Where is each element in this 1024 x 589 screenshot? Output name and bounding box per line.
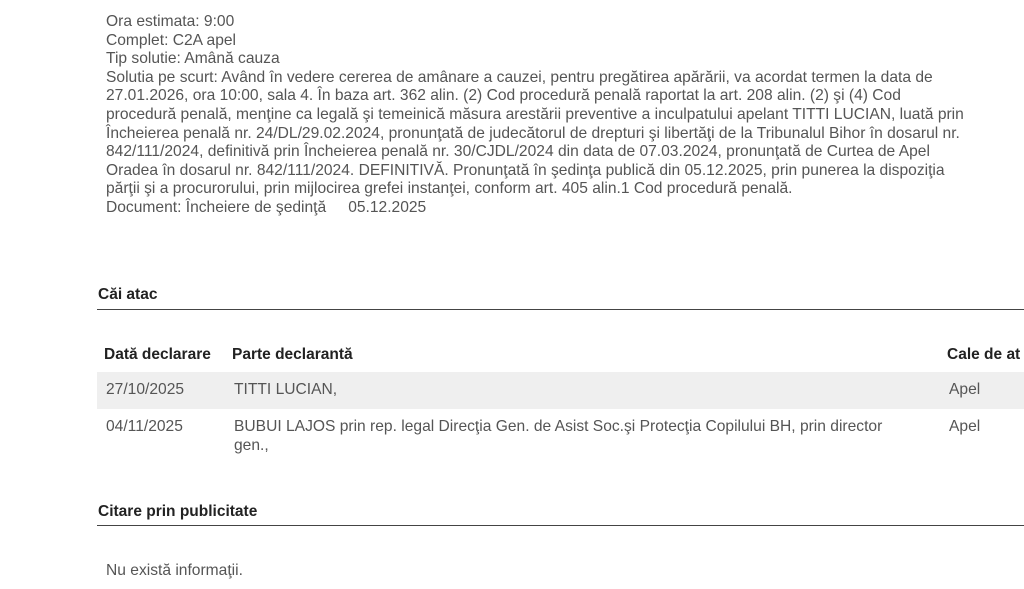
row-party: TITTI LUCIAN, — [234, 381, 338, 398]
header-appeal-path: Cale de at — [947, 346, 1021, 363]
section-divider — [97, 525, 1024, 526]
table-row — [97, 409, 1024, 463]
document-label: Document: Încheiere de şedinţă — [106, 198, 327, 216]
no-info-message: Nu există informaţii. — [106, 562, 243, 579]
solution-summary-line-7: părţii şi a procurorului, prin mijlocirea grefei instanţei, conform art. 405 alin.1 Cod procedură penală. — [106, 180, 793, 198]
solution-summary-line-5: 842/111/2024, definitivă prin Încheierea penală nr. 30/CJDL/2024 din data de 07.03.2024, pronunţată de Curtea de Apel — [106, 143, 930, 161]
solution-summary-line-1: Solutia pe scurt: Având în vedere cererea de amânare a cauzei, pentru pregătirea apărării, va acordat termen la data de — [106, 68, 933, 86]
section-title-cai-atac: Căi atac — [98, 286, 158, 303]
solution-summary-line-4: Încheierea penală nr. 24/DL/29.02.2024, pronunţată de judecătorul de drepturi şi libertăţi de la Tribunalul Bihor în dosarul nr. — [106, 124, 960, 142]
row-date: 27/10/2025 — [106, 381, 185, 398]
solution-type: Tip solutie: Amână cauza — [106, 50, 280, 68]
solution-summary-line-2: 27.01.2026, ora 10:00, sala 4. În baza art. 362 alin. (2) Cod procedură penală raportat la art. 208 alin. (2) şi (4) Cod — [106, 87, 901, 105]
estimated-time: Ora estimata: 9:00 — [106, 13, 235, 30]
row-party-line-1: BUBUI LAJOS prin rep. legal Direcţia Gen. de Asist Soc.şi Protecţia Copilului BH, prin director — [234, 418, 883, 435]
document-info — [106, 199, 1024, 218]
solution-summary-line-6: Oradea în dosarul nr. 842/111/2024. DEFINITIVĂ. Pronunţată în şedinţa publică din 05.12.2025, prin punerea la dispoziţia — [106, 161, 945, 179]
section-title-citare: Citare prin publicitate — [98, 503, 258, 520]
header-date: Dată declarare — [104, 346, 211, 363]
table-header — [97, 338, 1024, 372]
case-solution-details — [106, 13, 1024, 218]
header-party: Parte declarantă — [232, 346, 353, 363]
row-party-line-2: gen., — [234, 436, 269, 454]
row-appeal-path: Apel — [949, 418, 981, 435]
section-divider — [97, 309, 1024, 310]
court-panel: Complet: C2A apel — [106, 31, 237, 49]
row-party — [234, 418, 882, 455]
row-appeal-path: Apel — [949, 381, 981, 398]
solution-summary-line-3: procedură penală, menţine ca legală şi temeinică măsura arestării preventive a inculpatului apelant TITTI LUCIAN, luată prin — [106, 105, 964, 123]
document-date: 05.12.2025 — [348, 198, 427, 216]
appeals-table — [97, 338, 1024, 463]
table-row — [97, 372, 1024, 409]
row-date: 04/11/2025 — [106, 418, 183, 435]
